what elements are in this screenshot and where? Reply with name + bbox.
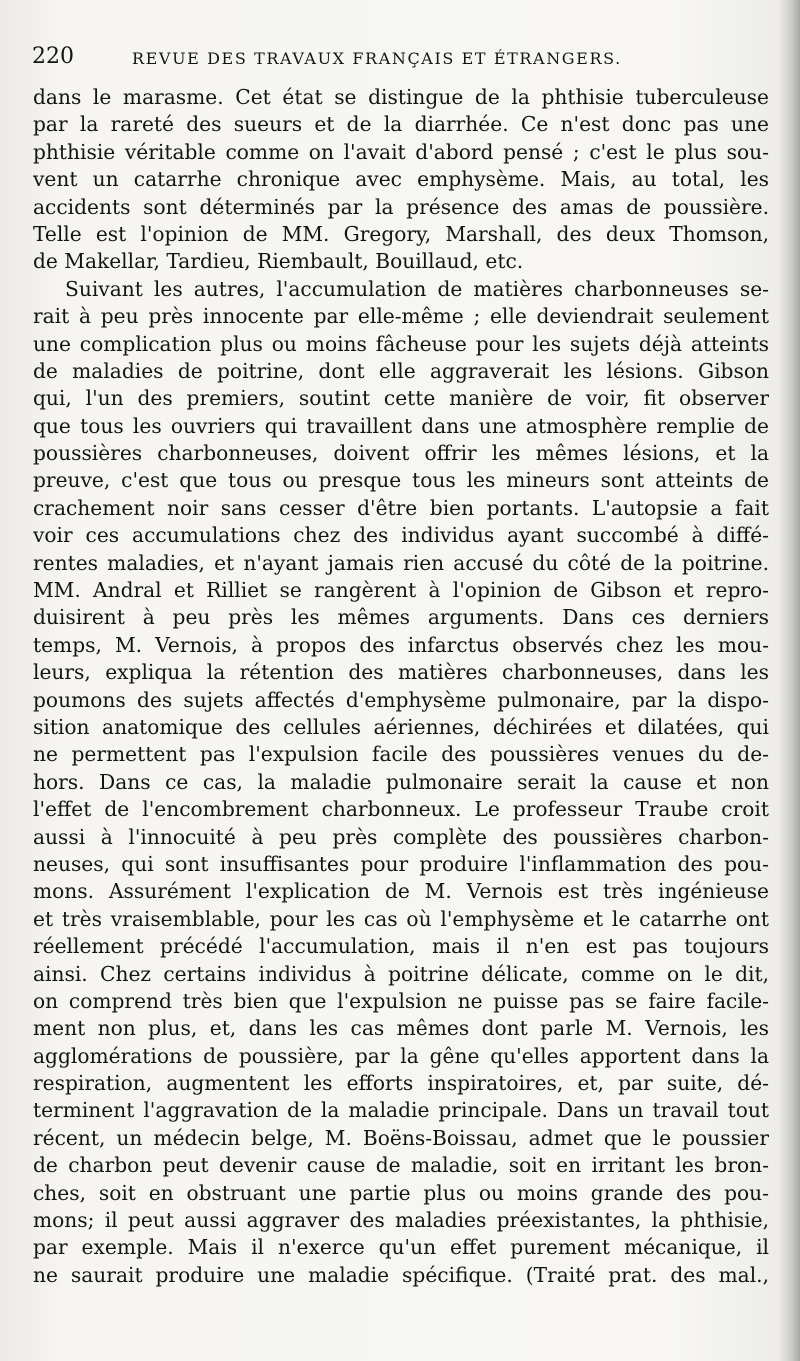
text-line: ainsi. Chez certains individus à poitrine délicate, comme on le dit, [33, 961, 769, 986]
page-number: 220 [32, 44, 74, 69]
text-line: duisirent à peu près les mêmes arguments. Dans ces derniers [33, 605, 769, 630]
text-line: ne saurait produire une maladie spécifique. (Traité prat. des mal., [33, 1262, 769, 1287]
text-line: réellement précédé l'accumulation, mais il n'en est pas toujours [33, 934, 769, 959]
text-line: aussi à l'innocuité à peu près complète des poussières charbon- [33, 824, 769, 849]
body-text [33, 84, 769, 1289]
text-line: agglomérations de poussière, par la gêne qu'elles apportent dans la [33, 1043, 769, 1068]
text-line: rait à peu près innocente par elle-même ; elle deviendrait seulement [33, 304, 769, 329]
text-line: par exemple. Mais il n'exerce qu'un effet purement mécanique, il [33, 1235, 769, 1260]
text-line: de charbon peut devenir cause de maladie, soit en irritant les bron- [33, 1153, 769, 1178]
text-line: accidents sont déterminés par la présence des amas de poussière. [33, 194, 769, 219]
text-line: que tous les ouvriers qui travaillent dans une atmosphère remplie de [33, 413, 769, 438]
text-line: récent, un médecin belge, M. Boëns-Boissau, admet que le poussier [33, 1125, 769, 1150]
text-line: ment non plus, et, dans les cas mêmes dont parle M. Vernois, les [33, 1016, 769, 1041]
text-line: Suivant les autres, l'accumulation de matières charbonneuses se- [65, 276, 769, 301]
text-line: mons; il peut aussi aggraver des maladies préexistantes, la phthisie, [33, 1208, 769, 1233]
text-line: dans le marasme. Cet état se distingue de la phthisie tuberculeuse [33, 85, 769, 109]
text-line: hors. Dans ce cas, la maladie pulmonaire serait la cause et non [33, 769, 769, 794]
text-line: de maladies de poitrine, dont elle aggraverait les lésions. Gibson [33, 358, 769, 383]
text-line: une complication plus ou moins fâcheuse pour les sujets déjà atteints [33, 331, 769, 356]
text-line: poumons des sujets affectés d'emphysème pulmonaire, par la dispo- [33, 687, 769, 712]
text-line: voir ces accumulations chez des individus ayant succombé à diffé- [33, 523, 769, 548]
text-line: par la rareté des sueurs et de la diarrhée. Ce n'est donc pas une [33, 112, 769, 137]
text-line: de Makellar, Tardieu, Riembault, Bouillaud, etc. [33, 249, 524, 274]
page-edge-shadow [778, 0, 800, 1361]
text-line: phthisie véritable comme on l'avait d'abord pensé ; c'est le plus sou- [33, 139, 769, 164]
text-line: qui, l'un des premiers, soutint cette manière de voir, fit observer [33, 386, 769, 411]
text-line: poussières charbonneuses, doivent offrir les mêmes lésions, et la [33, 441, 769, 466]
text-line: l'effet de l'encombrement charbonneux. Le professeur Traube croit [33, 797, 769, 822]
text-line: sition anatomique des cellules aériennes, déchirées et dilatées, qui [33, 714, 769, 739]
text-line: neuses, qui sont insuffisantes pour produire l'inflammation des pou- [33, 851, 769, 876]
text-line: et très vraisemblable, pour les cas où l'emphysème et le catarrhe ont [33, 906, 769, 931]
text-line: leurs, expliqua la rétention des matières charbonneuses, dans les [33, 660, 769, 685]
text-line: ches, soit en obstruant une partie plus ou moins grande des pou- [33, 1180, 769, 1205]
running-title: REVUE DES TRAVAUX FRANÇAIS ET ÉTRANGERS. [132, 49, 622, 68]
page-header [32, 44, 772, 74]
text-line: preuve, c'est que tous ou presque tous les mineurs sont atteints de [33, 468, 769, 493]
text-line: vent un catarrhe chronique avec emphysème. Mais, au total, les [33, 167, 769, 192]
text-line: terminent l'aggravation de la maladie principale. Dans un travail tout [33, 1098, 769, 1123]
text-line: rentes maladies, et n'ayant jamais rien accusé du côté de la poitrine. [33, 550, 769, 575]
text-line: Telle est l'opinion de MM. Gregory, Marshall, des deux Thomson, [33, 221, 769, 246]
text-line: on comprend très bien que l'expulsion ne puisse pas se faire facile- [33, 988, 769, 1013]
text-line: MM. Andral et Rilliet se rangèrent à l'opinion de Gibson et repro- [33, 578, 769, 603]
text-line: respiration, augmentent les efforts inspiratoires, et, par suite, dé- [33, 1071, 769, 1096]
text-line: temps, M. Vernois, à propos des infarctus observés chez les mou- [33, 632, 769, 657]
text-line: ne permettent pas l'expulsion facile des poussières venues du de- [33, 742, 769, 767]
text-line: mons. Assurément l'explication de M. Vernois est très ingénieuse [33, 879, 769, 904]
text-line: crachement noir sans cesser d'être bien portants. L'autopsie a fait [33, 495, 769, 520]
